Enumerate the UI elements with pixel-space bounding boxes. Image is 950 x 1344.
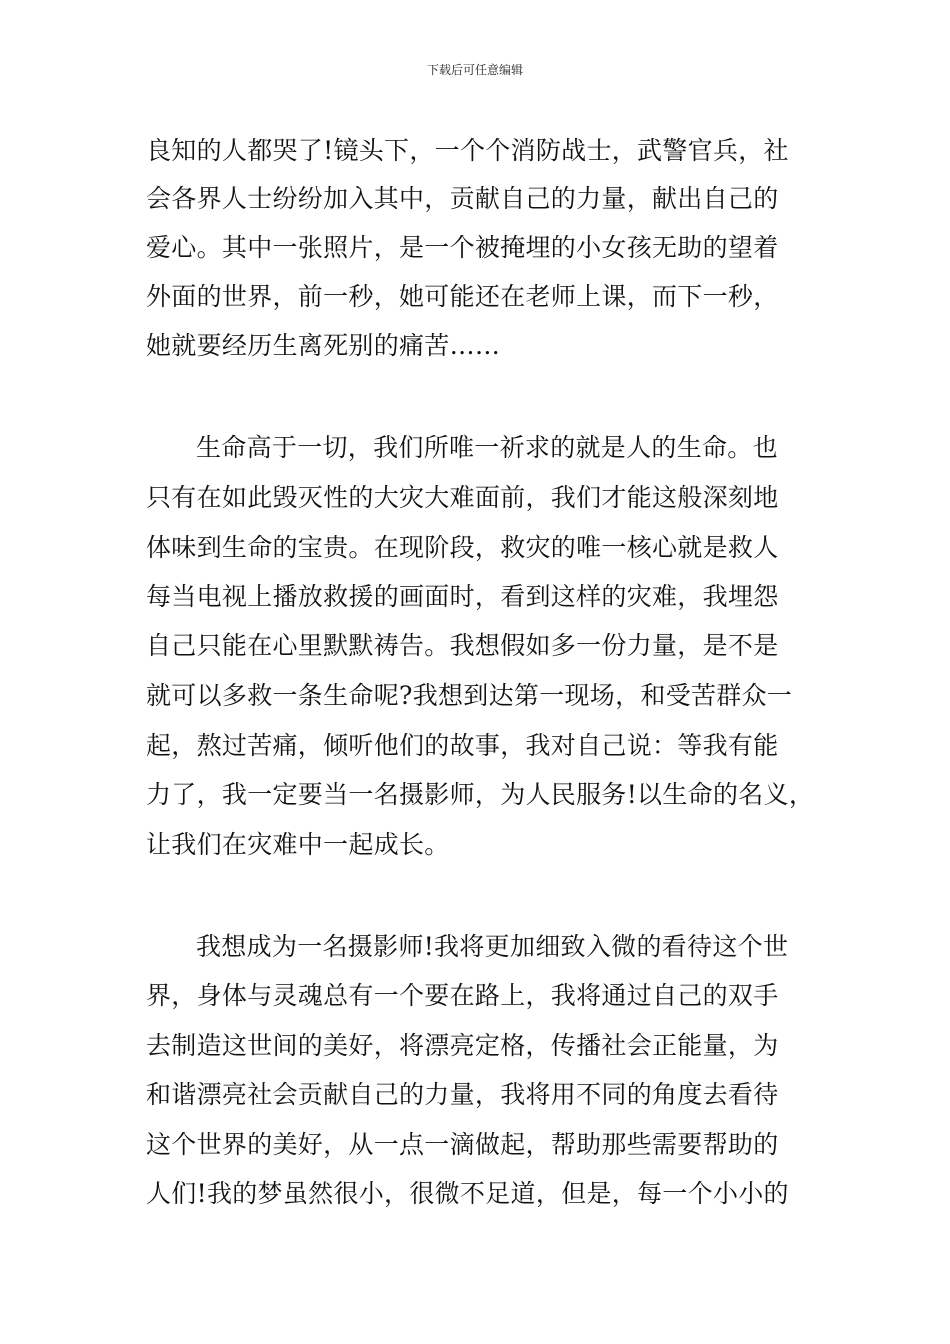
text-line: 生命高于一切，我们所唯一祈求的就是人的生命。也 xyxy=(196,433,778,462)
text-line: 和谐漂亮社会贡献自己的力量，我将用不同的角度去看待 xyxy=(146,1080,779,1109)
text-line: 只有在如此毁灭性的大灾大难面前，我们才能这般深刻地 xyxy=(146,483,779,512)
text-line: 自己只能在心里默默祷告。我想假如多一份力量，是不是 xyxy=(146,631,779,660)
text-line: 人们!我的梦虽然很小，很微不足道，但是，每一个小小的 xyxy=(146,1179,789,1208)
text-line: 去制造这世间的美好，将漂亮定格，传播社会正能量，为 xyxy=(146,1031,779,1060)
text-line: 起，熬过苦痛，倾听他们的故事，我对自己说：等我有能 xyxy=(146,731,779,760)
text-line: 每当电视上播放救援的画面时，看到这样的灾难，我埋怨 xyxy=(146,582,779,611)
text-line: 体味到生命的宝贵。在现阶段，救灾的唯一核心就是救人 xyxy=(146,533,779,562)
text-line: 我想成为一名摄影师!我将更加细致入微的看待这个世 xyxy=(196,932,789,961)
text-line: 爱心。其中一张照片，是一个被掩埋的小女孩无助的望着 xyxy=(146,233,779,262)
text-line: 就可以多救一条生命呢?我想到达第一现场，和受苦群众一 xyxy=(146,681,793,710)
text-line: 她就要经历生离死别的痛苦…… xyxy=(146,331,501,360)
text-line: 界，身体与灵魂总有一个要在路上，我将通过自己的双手 xyxy=(146,981,779,1010)
text-line: 良知的人都哭了!镜头下，一个个消防战士，武警官兵，社 xyxy=(146,136,789,165)
page-header-note: 下载后可任意编辑 xyxy=(426,63,523,77)
text-line: 这个世界的美好，从一点一滴做起，帮助那些需要帮助的 xyxy=(146,1130,779,1159)
text-line: 外面的世界，前一秒，她可能还在老师上课，而下一秒， xyxy=(146,282,779,311)
text-line: 让我们在灾难中一起成长。 xyxy=(146,830,450,859)
text-line: 会各界人士纷纷加入其中，贡献自己的力量，献出自己的 xyxy=(146,184,779,213)
text-line: 力了，我一定要当一名摄影师，为人民服务!以生命的名义， xyxy=(146,780,815,809)
